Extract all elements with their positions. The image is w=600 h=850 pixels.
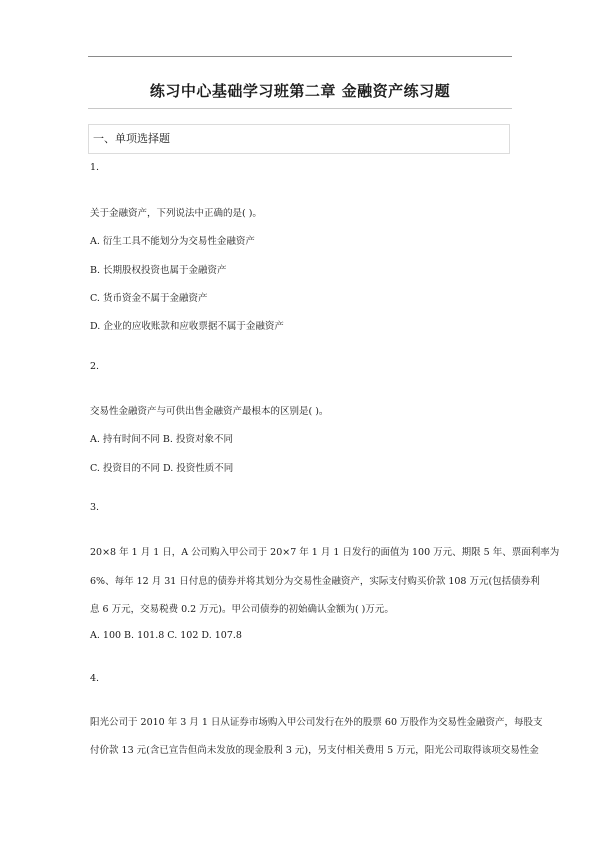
question-stem-line: 20×8 年 1 月 1 日，A 公司购入甲公司于 20×7 年 1 月 1 日发行的面值为 100 万元、期限 5 年、票面利率为 bbox=[90, 547, 560, 558]
question-stem: 关于金融资产，下列说法中正确的是( )。 bbox=[90, 208, 262, 219]
option-a: A. 衍生工具不能划分为交易性金融资产 bbox=[90, 236, 255, 247]
question-stem-line: 付价款 13 元(含已宣告但尚未发放的现金股利 3 元)，另支付相关费用 5 万元，阳光公司取得该项交易性金 bbox=[90, 745, 539, 756]
question-number: 1. bbox=[90, 162, 100, 173]
title-underline bbox=[88, 108, 512, 109]
option-row: A. 持有时间不同 B. 投资对象不同 bbox=[90, 434, 233, 445]
question-stem: 交易性金融资产与可供出售金融资产最根本的区别是( )。 bbox=[90, 406, 329, 417]
question-number: 3. bbox=[90, 502, 100, 513]
question-stem-line: 息 6 万元，交易税费 0.2 万元)。甲公司债券的初始确认金额为( )万元。 bbox=[90, 604, 394, 615]
question-number: 2. bbox=[90, 361, 100, 372]
question-stem-line: 阳光公司于 2010 年 3 月 1 日从证券市场购入甲公司发行在外的股票 60 万股作为交易性金融资产，每股支 bbox=[90, 717, 543, 728]
question-number: 4. bbox=[90, 673, 100, 684]
option-row: C. 投资目的不同 D. 投资性质不同 bbox=[90, 463, 234, 474]
option-b: B. 长期股权投资也属于金融资产 bbox=[90, 265, 227, 276]
option-row: A. 100 B. 101.8 C. 102 D. 107.8 bbox=[90, 630, 242, 641]
option-d: D. 企业的应收账款和应收票据不属于金融资产 bbox=[90, 321, 284, 332]
top-rule bbox=[88, 56, 512, 57]
option-c: C. 货币资金不属于金融资产 bbox=[90, 293, 208, 304]
page-title: 练习中心基础学习班第二章 金融资产练习题 bbox=[149, 82, 451, 100]
question-stem-line: 6%、每年 12 月 31 日付息的债券并将其划分为交易性金融资产，实际支付购买价款 108 万元(包括债券利 bbox=[90, 576, 540, 587]
section-heading: 一、单项选择题 bbox=[88, 124, 510, 154]
